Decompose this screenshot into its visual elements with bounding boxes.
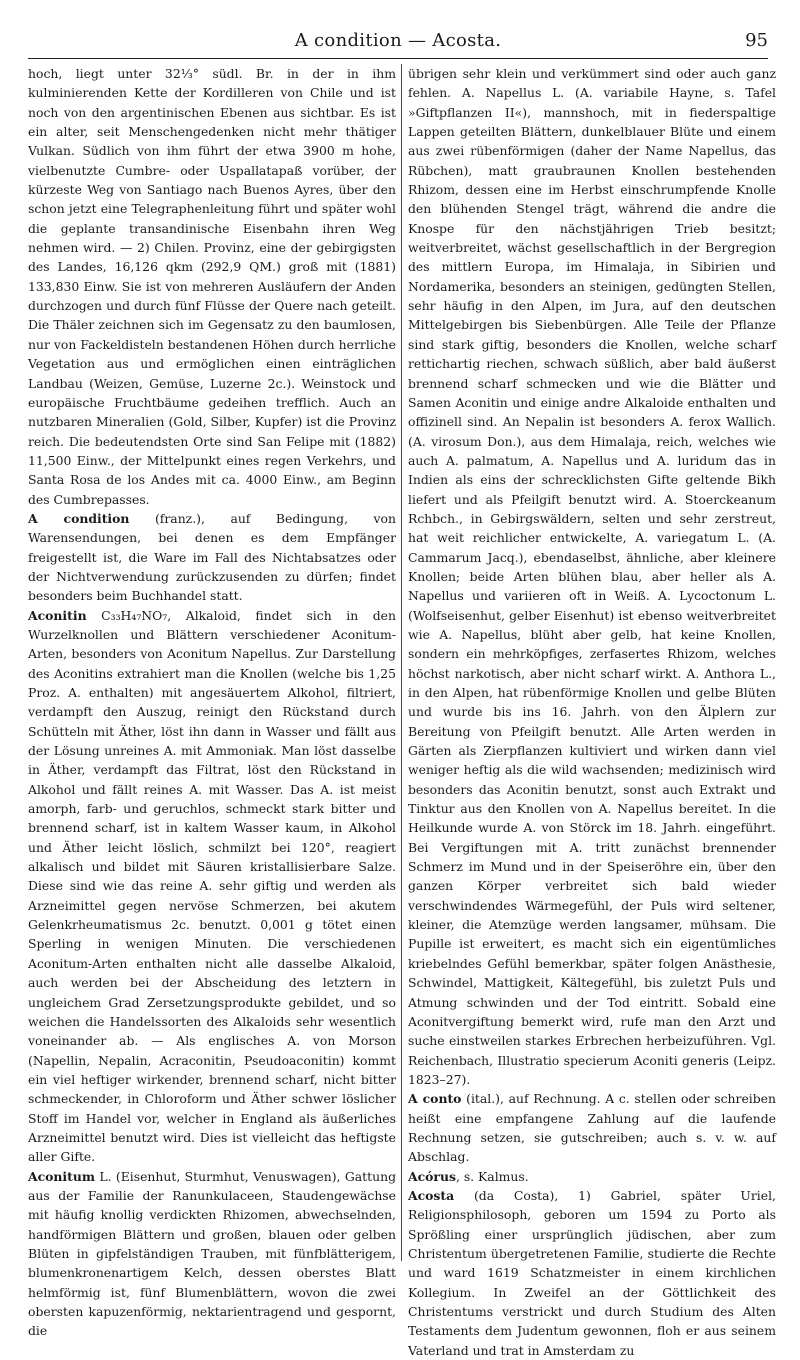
entry-paragraph bbox=[408, 1167, 776, 1186]
entry-paragraph bbox=[408, 1089, 776, 1166]
entry-headword: A condition bbox=[28, 510, 130, 526]
entry-headword: A conto bbox=[408, 1091, 462, 1107]
entry-headword: Acosta bbox=[408, 1187, 455, 1203]
entry-headword: Acórus bbox=[408, 1168, 456, 1184]
entry-text: , s. Kalmus. bbox=[455, 1168, 529, 1184]
entry-headword: Aconitum bbox=[28, 1168, 95, 1184]
right-column bbox=[408, 64, 776, 1358]
entry-paragraph bbox=[408, 1186, 776, 1360]
entry-paragraph bbox=[28, 1167, 396, 1341]
entry-paragraph bbox=[28, 64, 396, 509]
entry-text: (da Costa), 1) Gabriel, später Uriel, Religionsphilosoph, geboren um 1594 zu Porto als Sprößling einer ursprünglich jüdischen, aber zum Christentum übergetretenen Familie, studierte die Rechte und ward 1619 Schatzmeister in einem kirchlichen Kollegium. In Zweifel an der Göttlichkeit des Christentums verstrickt und durch Studium des Alten Testaments dem Judentum gewonnen, floh er aus seinem Vaterland und trat in Amsterdam zu bbox=[408, 1187, 776, 1358]
entry-headword: Aconitin bbox=[28, 607, 87, 623]
entry-text: (franz.), auf Bedingung, von Warensendungen, bei denen es dem Empfänger freigestellt ist, die Ware im Fall des Nichtabsatzes oder der Nichtverwendung zurückzusenden zu dürfen; findet besonders beim Buchhandel statt. bbox=[28, 510, 396, 604]
text-columns bbox=[28, 64, 776, 1358]
entry-paragraph bbox=[28, 606, 396, 1167]
entry-text: hoch, liegt unter 32⅓° südl. Br. in der in ihm kulminierenden Kette der Kordilleren von Chile und ist noch von den argentinischen Ebenen aus sichtbar. Es ist ein alter, seit Menschengedenken nicht mehr thätiger Vulkan. Südlich von ihm führt der etwa 3900 m hohe, vielbenutzte Cumbre- oder Uspallatapaß vorüber, der kürzeste Weg von Santiago nach Buenos Ayres, über den schon jetzt eine Telegraphenleitung führt und später wohl die geplante transandinische Eisenbahn ihren Weg nehmen wird. — 2) Chilen. Provinz, eine der gebirgigsten des Landes, 16,126 qkm (292,9 QM.) groß mit (1881) 133,830 Einw. Sie ist von mehreren Ausläufern der Anden durchzogen und durch fünf Flüsse der Quere nach geteilt. Die Thäler zeichnen sich im Gegensatz zu den baumlosen, nur von Fackeldisteln bestandenen Höhen durch herrliche Vegetation aus und ermöglichen einen einträglichen Landbau (Weizen, Gemüse, Luzerne 2c.). Weinstock und europäische Fruchtbäume gedeihen trefflich. Auch an nutzbaren Mineralien (Gold, Silber, Kupfer) ist die Provinz reich. Die bedeutendsten Orte sind San Felipe mit (1882) 11,500 Einw., der Mittelpunkt eines regen Verkehrs, und Santa Rosa de los Andes mit ca. 4000 Einw., am Beginn des Cumbrepasses. bbox=[28, 66, 396, 507]
page-number: 95 bbox=[745, 30, 768, 51]
entry-text: L. (Eisenhut, Sturmhut, Venuswagen), Gattung aus der Familie der Ranunkulaceen, Staudengewächse mit häufig knollig verdickten Rhizomen, abwechselnden, handförmigen Blättern und großen, blauen oder gelben Blüten in gipfelständigen Trauben, mit fünfblätterigem, blumenkronenartigem Kelch, dessen oberstes Blatt helmförmig ist, fünf Blumenblättern, wovon die zwei obersten kapuzenförmig, nektarientragend und gespornt, die bbox=[28, 1168, 396, 1339]
entry-paragraph bbox=[28, 509, 396, 606]
running-title: A condition — Acosta. bbox=[294, 30, 502, 51]
entry-paragraph bbox=[408, 64, 776, 1089]
page-header bbox=[28, 24, 768, 59]
entry-text: C₃₃H₄₇NO₇, Alkaloid, findet sich in den Wurzelknollen und Blättern verschiedener Aconitum-Arten, besonders von Aconitum Napellus. Zur Darstellung des Aconitins extrahiert man die Knollen (welche bis 1,25 Proz. A. enthalten) mit angesäuertem Alkohol, filtriert, verdampft den Auszug, reinigt den Rückstand durch Schütteln mit Äther, löst ihn dann in Wasser und fällt aus der Lösung unreines A. mit Ammoniak. Man löst dasselbe in Äther, verdampft das Filtrat, löst den Rückstand in Alkohol und fällt reines A. mit Wasser. Das A. ist meist amorph, farb- und geruchlos, schmeckt stark bitter und brennend scharf, ist in kaltem Wasser kaum, in Alkohol und Äther leicht löslich, schmilzt bei 120°, reagiert alkalisch und bildet mit Säuren kristallisierbare Salze. Diese sind wie das reine A. sehr giftig und werden als Arzneimittel gegen nervöse Schmerzen, bei akutem Gelenkrheumatismus 2c. benutzt. 0,001 g tötet einen Sperling in wenigen Minuten. Die verschiedenen Aconitum-Arten enthalten nicht alle dasselbe Alkaloid, auch werden bei der Abscheidung des letztern in ungleichem Grad Zersetzungsprodukte gebildet, und so weichen die Handelssorten des Alkaloids sehr wesentlich voneinander ab. — Als englisches A. von Morson (Napellin, Nepalin, Acraconitin, Pseudoaconitin) kommt ein viel heftiger wirkender, brennend scharf, nicht bitter schmeckender, in Chloroform und Äther schwer löslicher Stoff im Handel vor, welcher in England als äußerliches Arzneimittel benutzt wird. Dies ist vielleicht das heftigste aller Gifte. bbox=[28, 607, 396, 1165]
left-column bbox=[28, 64, 396, 1339]
entry-text: übrigen sehr klein und verkümmert sind oder auch ganz fehlen. A. Napellus L. (A. variabile Hayne, s. Tafel »Giftpflanzen II«), mannshoch, mit in fiederspaltige Lappen geteilten Blättern, dunkelblauer Blüte und einem aus zwei rübenförmigen (daher der Name Napellus, das Rübchen), matt graubraunen Knollen bestehenden Rhizom, dessen eine im Herbst einschrumpfende Knolle den blühenden Stengel trägt, während die andre die Knospe für den nächstjährigen Trieb besitzt; weitverbreitet, wächst gesellschaftlich in der Bergregion des mittlern Europa, im Himalaja, in Sibirien und Nordamerika, besonders an steinigen, gedüngten Stellen, sehr häufig in den Alpen, im Jura, auf den deutschen Mittelgebirgen bis Siebenbürgen. Alle Teile der Pflanze sind stark giftig, besonders die Knollen, welche scharf rettichartig riechen, schwach süßlich, aber bald äußerst brennend scharf schmecken und wie die Blätter und Samen Aconitin und einige andre Alkaloide enthalten und offizinell sind. An Nepalin ist besonders A. ferox Wallich. (A. virosum Don.), aus dem Himalaja, reich, welches wie auch A. palmatum, A. Napellus und A. luridum das in Indien als eins der schrecklichsten Gifte geltende Bikh liefert und als Pfeilgift benutzt wird. A. Stoerckeanum Rchbch., in Gebirgswäldern, selten und sehr zerstreut, hat weit reichlicher entwickelte, A. variegatum L. (A. Cammarum Jacq.), ebendaselbst, ähnliche, aber kleinere Knollen; beide Arten blühen blau, aber heller als A. Napellus und variieren oft in Weiß. A. Lycoctonum L. (Wolfseisenhut, gelber Eisenhut) ist ebenso weitverbreitet wie A. Napellus, blüht aber gelb, hat keine Knollen, sondern ein mehrköpfiges, zerfasertes Rhizom, welches höchst narkotisch, aber nicht scharf wirkt. A. Anthora L., in den Alpen, hat rübenförmige Knollen und gelbe Blüten und wurde bis ins 16. Jahrh. von den Älplern zur Bereitung von Pfeilgift benutzt. Alle Arten werden in Gärten als Zierpflanzen kultiviert und wirken dann viel weniger heftig als die wild wachsenden; medizinisch wird besonders das Aconitin benutzt, sonst auch Extrakt und Tinktur aus den Knollen von A. Napellus bereitet. In die Heilkunde wurde A. von Störck im 18. Jahrh. eingeführt. Bei Vergiftungen mit A. tritt zunächst brennender Schmerz im Mund und in der Speiseröhre ein, über den ganzen Körper verbreitet sich bald wieder verschwindendes Wärmegefühl, der Puls wird seltener, kleiner, die Atemzüge werden langsamer, mühsam. Die Pupille ist erweitert, es macht sich ein eigentümliches kriebelndes Gefühl bemerkbar, später folgen Anästhesie, Schwindel, Mattigkeit, Kältegefühl, bis zuletzt Puls und Atmung schwinden und der Tod eintritt. Sobald eine Aconitvergiftung bemerkt wird, rufe man den Arzt und suche einstweilen starkes Erbrechen herbeizuführen. Vgl. Reichenbach, Illustratio specierum Aconiti generis (Leipz. 1823–27). bbox=[408, 66, 776, 1087]
entry-text: (ital.), auf Rechnung. A c. stellen oder schreiben heißt eine empfangene Zahlung auf die laufende Rechnung setzen, sie gutschreiben; auch s. v. w. auf Abschlag. bbox=[408, 1091, 776, 1165]
